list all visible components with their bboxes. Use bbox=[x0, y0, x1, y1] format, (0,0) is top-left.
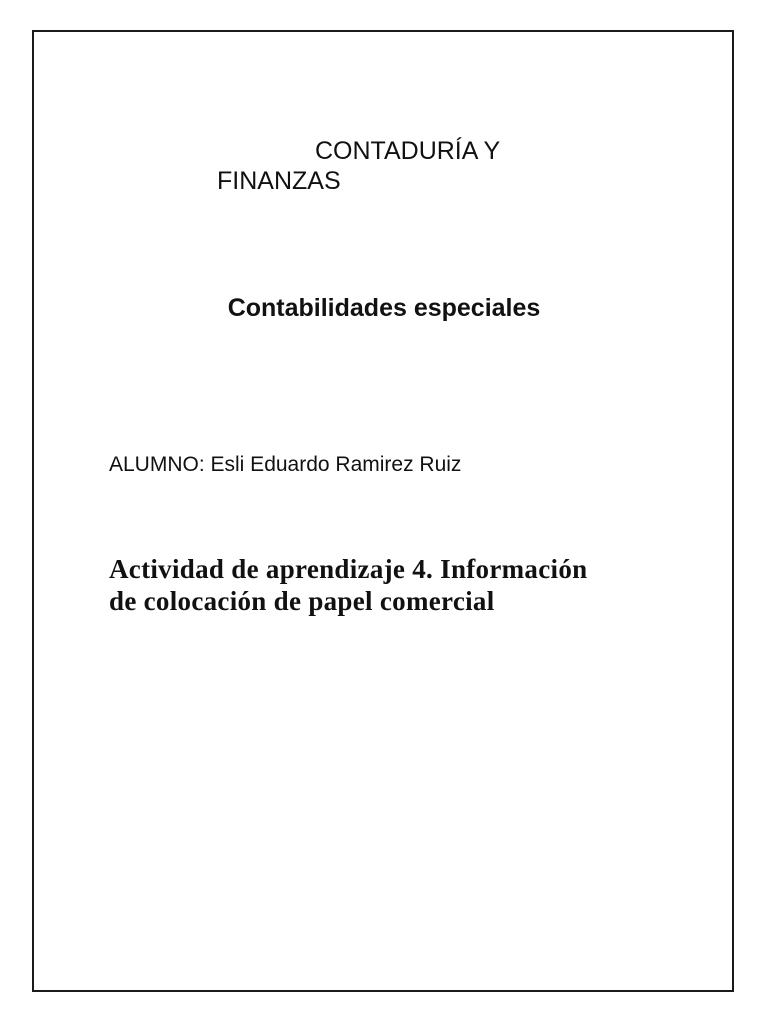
program-name-line-2: FINANZAS bbox=[217, 167, 341, 195]
activity-title bbox=[109, 553, 587, 617]
activity-title-line-1: Actividad de aprendizaje 4. Información bbox=[109, 554, 588, 584]
activity-title-line-2: de colocación de papel comercial bbox=[109, 586, 495, 616]
program-name-line-1: CONTADURÍA Y bbox=[315, 137, 501, 165]
student-name: ALUMNO: Esli Eduardo Ramirez Ruiz bbox=[109, 453, 462, 476]
page-border bbox=[32, 30, 734, 992]
course-title: Contabilidades especiales bbox=[227, 294, 541, 322]
